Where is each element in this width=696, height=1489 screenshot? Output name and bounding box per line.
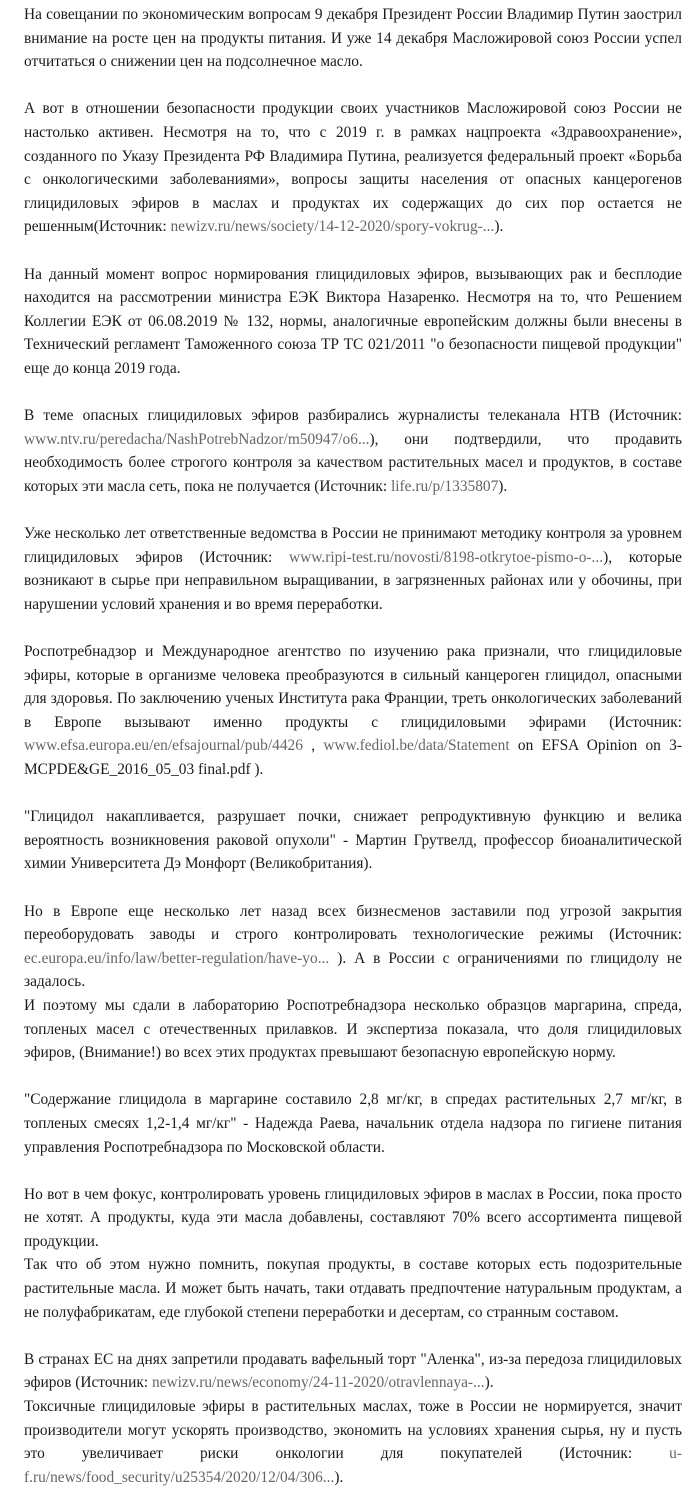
paragraph-line — [24, 1253, 682, 1324]
article-paragraph — [24, 900, 682, 1065]
paragraph-line — [24, 994, 682, 1065]
paragraph-line — [24, 1183, 682, 1254]
source-link[interactable]: newizv.ru/news/economy/24-11-2020/otravlennaya-... — [151, 1374, 485, 1392]
paragraph-line — [24, 97, 682, 239]
article-paragraph — [24, 263, 682, 381]
paragraph-text: ). А в России с ограничениями по глицидолу не задалось. — [24, 949, 682, 991]
paragraph-text: "Глицидол накапливается, разрушает почки, снижает репродуктивную функцию и велика вероятность возникновения раковой опухоли" - Мартин Грутвелд, профессор биоаналитической химии Университета Дэ Монфорт (Великобритания). — [24, 808, 682, 873]
paragraph-text: В теме опасных глицидиловых эфиров разбирались журналисты телеканала НТВ (Источник: — [24, 407, 682, 425]
paragraph-text: ), они подтвердили, что продавить необходимость более строгого контроля за качеством растительных масел и продуктов, в составе которых эти масла сеть, пока не получается (Источник: — [24, 430, 682, 495]
paragraph-text: on EFSA Opinion on 3-MCPDE&GE_2016_05_03 final.pdf ). — [24, 737, 682, 778]
paragraph-text: Уже несколько лет ответственные ведомства в России не принимают методику контроля за уровнем глицидиловых эфиров (Источник: — [24, 525, 682, 566]
source-link[interactable]: life.ru/p/1335807 — [391, 477, 499, 495]
article-paragraph — [24, 1348, 682, 1489]
paragraph-text: А вот в отношении безопасности продукции своих участников Масложировой союз России не настолько активен. Несмотря на то, что с 2019 г. в рамках нацпроекта «Здравоохранение», созданного по Указу Президента РФ Владимира Путина, реализуется федеральный проект «Борьба с онкологическими заболеваниями», вопросы защиты населения от опасных канцерогенов глицидиловых эфиров в маслах и продуктах их содержащих до сих пор остается не решенным(Источник: — [24, 100, 682, 236]
paragraph-text: ). — [334, 1468, 344, 1486]
paragraph-line — [24, 1348, 682, 1395]
paragraph-line — [24, 522, 682, 616]
article-paragraph — [24, 97, 682, 239]
source-link[interactable]: www.ripi-test.ru/novosti/8198-otkrytoe-pismo-o-... — [289, 548, 604, 566]
paragraph-text: ). — [494, 218, 504, 236]
source-link[interactable]: www.fediol.be/data/Statement — [323, 737, 510, 755]
paragraph-line — [24, 1395, 682, 1489]
paragraph-text: В странах ЕС на днях запретили продавать вафельный торт "Аленка", из-за передоза глицидиловых эфиров (Источник: — [24, 1350, 682, 1392]
source-link[interactable]: newizv.ru/news/society/14-12-2020/spory-vokrug-... — [170, 218, 495, 236]
paragraph-text: , — [302, 737, 324, 755]
paragraph-text: Токсичные глицидиловые эфиры в растительных маслах, тоже в России не нормируется, значит производители могут ускорять производство, экономить на условиях хранения сырья, ну и пусть это увеличивает риски онкологии для покупателей (Источник: — [24, 1398, 682, 1463]
article-paragraph — [24, 805, 682, 876]
paragraph-line — [24, 1088, 682, 1159]
paragraph-line — [24, 3, 682, 74]
article-paragraph — [24, 640, 682, 782]
paragraph-line — [24, 900, 682, 994]
paragraph-text: Роспотребнадзор и Международное агентство по изучению рака признали, что глицидиловые эфиры, которые в организме человека преобразуются в сильный канцероген глицидол, опасными для здоровья. По заключению ученых Института рака Франции, треть онкологических заболеваний в Европе вызывают именно продукты с глицидиловыми эфирами (Источник: — [24, 643, 682, 731]
paragraph-text: На совещании по экономическим вопросам 9 декабря Президент России Владимир Путин заострил внимание на росте цен на продукты питания. И уже 14 декабря Масложировой союз России успел отчитаться о снижении цен на подсолнечное масло. — [24, 6, 682, 71]
paragraph-text: Но вот в чем фокус, контролировать уровень глицидиловых эфиров в маслах в России, пока просто не хотят. А продукты, куда эти масла добавлены, составляют 70% всего ассортимента пищевой продукции. — [24, 1185, 682, 1250]
source-link[interactable]: www.ntv.ru/peredacha/NashPotrebNadzor/m50947/o6... — [24, 430, 370, 448]
article-paragraph — [24, 1183, 682, 1325]
paragraph-line — [24, 263, 682, 381]
paragraph-line — [24, 640, 682, 782]
paragraph-text: ), которые возникают в сырье при неправильном выращивании, в загрязненных районах или у обочины, при нарушении условий хранения и во время переработки. — [24, 548, 683, 613]
source-link[interactable]: u-f.ru/news/food_security/u25354/2020/12/04/306... — [24, 1445, 682, 1486]
paragraph-line — [24, 404, 682, 498]
paragraph-line — [24, 805, 682, 876]
article-paragraph — [24, 522, 682, 616]
article-paragraph — [24, 1088, 682, 1159]
article-paragraph — [24, 404, 682, 498]
paragraph-text: И поэтому мы сдали в лабораторию Роспотребнадзора несколько образцов маргарина, спреда, топленых масел с отечественных прилавков. И экспертиза показала, что доля глицидиловых эфиров, (Внимание!) во всех этих продуктах превышают безопасную европейскую норму. — [24, 996, 682, 1062]
paragraph-text: ). — [484, 1374, 494, 1392]
paragraph-text: "Содержание глицидола в маргарине составило 2,8 мг/кг, в спредах растительных 2,7 мг/кг, в топленых смесях 1,2-1,4 мг/кг" - Надежда Раева, начальник отдела надзора по гигиене питания управления Роспотребнадзора по Московской области. — [24, 1091, 682, 1156]
paragraph-text: На данный момент вопрос нормирования глицидиловых эфиров, вызывающих рак и бесплодие находится на рассмотрении министра ЕЭК Виктора Назаренко. Несмотря на то, что Решением Коллегии ЕЭК от 06.08.2019 № 132, нормы, аналогичные европейским должны были внесены в Технический регламент Таможенного союза ТР ТС 021/2011 "о безопасности пищевой продукции" еще до конца 2019 года. — [24, 265, 682, 377]
article-paragraph — [24, 3, 682, 74]
paragraph-text: ). — [498, 477, 508, 495]
source-link[interactable]: ec.europa.eu/info/law/better-regulation/have-yo... — [24, 949, 330, 967]
paragraph-text: Но в Европе еще несколько лет назад всех бизнесменов заставили под угрозой закрытия переоборудовать заводы и строго контролировать технологические режимы (Источник: — [24, 902, 682, 944]
paragraph-text: Так что об этом нужно помнить, покупая продукты, в составе которых есть подозрительные растительные масла. И может быть начать, таки отдавать предпочтение натуральным продуктам, а не полуфабрикатам, еде глубокой степени переработки и десертам, со странным составом. — [24, 1256, 682, 1321]
source-link[interactable]: www.efsa.europa.eu/en/efsajournal/pub/4426 — [24, 737, 303, 755]
